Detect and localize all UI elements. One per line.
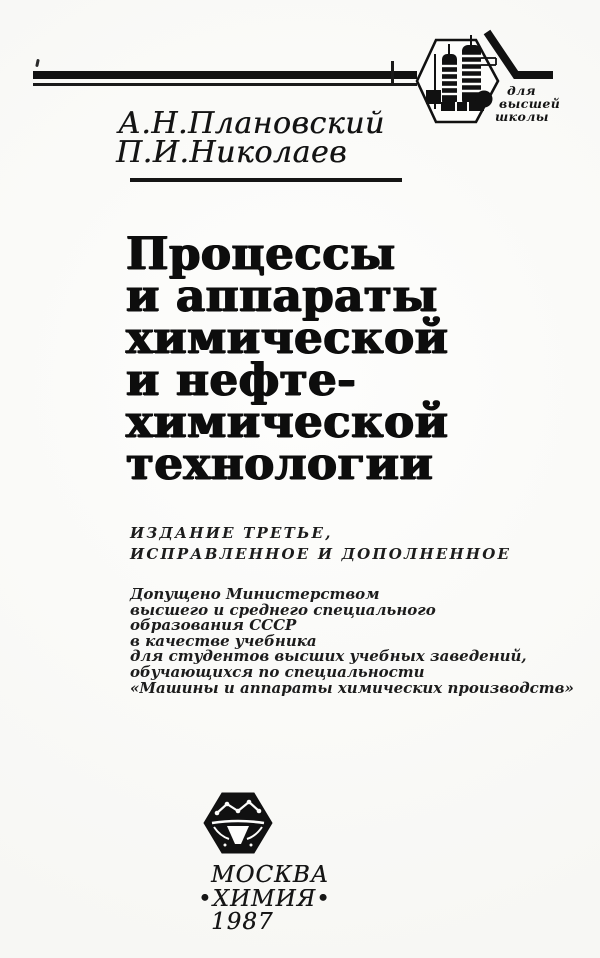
title-line: химической bbox=[126, 395, 449, 448]
author-name: А.Н.Плановский bbox=[118, 106, 385, 141]
author-underline-rule bbox=[130, 178, 402, 182]
scan-speck bbox=[35, 59, 40, 67]
admission-line: высшего и среднего специального bbox=[130, 600, 436, 619]
registration-tick bbox=[391, 61, 394, 86]
series-label-line: школы bbox=[495, 109, 549, 124]
admission-line: образования СССР bbox=[130, 616, 297, 635]
imprint-city: МОСКВА bbox=[211, 862, 330, 888]
edition-line: ИСПРАВЛЕННОЕ И ДОПОЛНЕННОЕ bbox=[130, 545, 512, 563]
title-line: и аппараты bbox=[126, 269, 438, 322]
khimiya-publisher-emblem-icon bbox=[203, 792, 273, 854]
admission-line: для студентов высших учебных заведений, bbox=[130, 647, 527, 666]
series-label-line: высшей bbox=[499, 96, 561, 111]
author-name: П.И.Николаев bbox=[116, 135, 348, 170]
title-line: химической bbox=[126, 311, 449, 364]
admission-line: обучающихся по специальности bbox=[130, 662, 425, 681]
admission-statement bbox=[130, 587, 574, 696]
top-rule-thick bbox=[33, 71, 417, 79]
imprint-year: 1987 bbox=[211, 909, 274, 935]
edition-note bbox=[130, 523, 511, 565]
top-rule-thin bbox=[33, 83, 417, 86]
edition-line: ИЗДАНИЕ ТРЕТЬЕ, bbox=[130, 524, 333, 542]
admission-line: в качестве учебника bbox=[130, 631, 317, 650]
imprint-publisher: •ХИМИЯ• bbox=[198, 886, 331, 912]
book-title bbox=[126, 227, 449, 490]
admission-line: Допущено Министерством bbox=[130, 585, 380, 603]
title-line: и нефте- bbox=[126, 353, 357, 406]
series-label-line: для bbox=[507, 83, 536, 98]
admission-line: «Машины и аппараты химических производств» bbox=[130, 678, 574, 697]
title-line: технологии bbox=[126, 437, 434, 490]
title-line: Процессы bbox=[126, 227, 396, 280]
